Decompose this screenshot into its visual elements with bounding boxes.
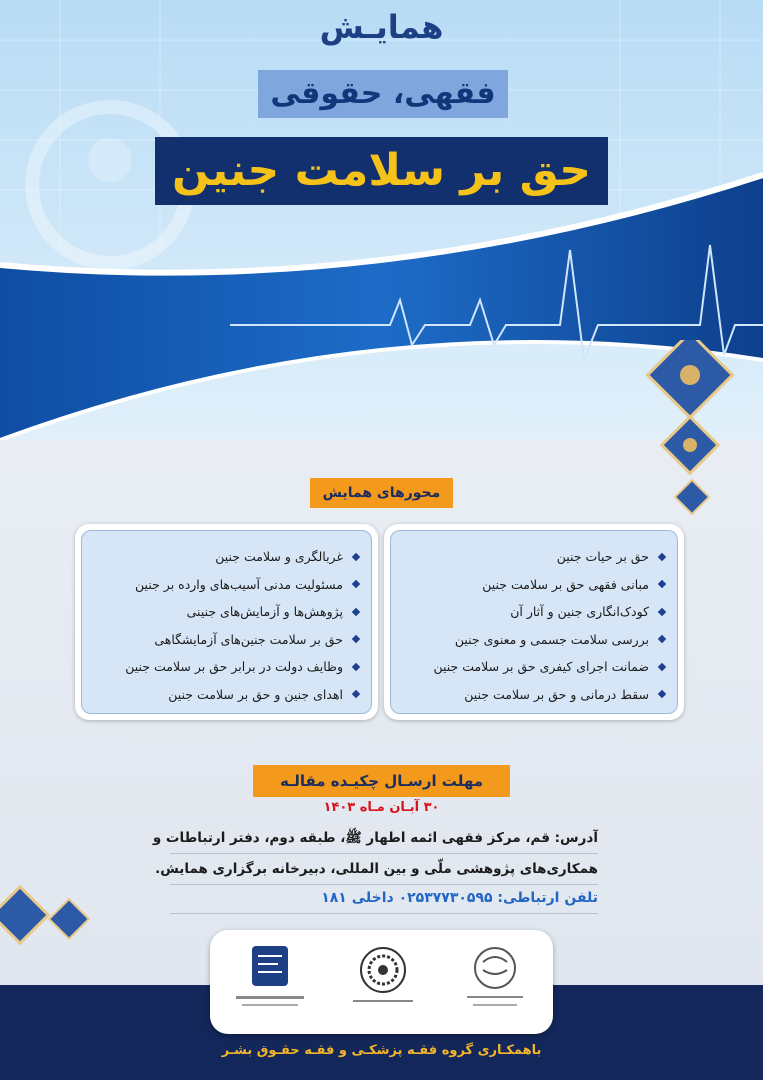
topic-item: پژوهش‌ها و آزمایش‌های جنینی — [90, 598, 359, 626]
title-line-2: فقهی، حقوقی — [258, 70, 508, 118]
address-line-2: همکاری‌های پژوهشی ملّی و بین المللی، دبیرخانه برگزاری همایش. — [170, 854, 598, 885]
topic-item: اهدای جنین و حق بر سلامت جنین — [90, 681, 359, 709]
topics-list-right — [390, 530, 678, 714]
diamond-bullet-icon — [352, 663, 360, 671]
topic-item: ضمانت اجرای کیفری حق بر سلامت جنین — [399, 653, 665, 681]
topic-item: کودک‌انگاری جنین و آثار آن — [399, 598, 665, 626]
diamond-bullet-icon — [658, 663, 666, 671]
address-block — [152, 823, 598, 885]
diamond-bullet-icon — [352, 608, 360, 616]
footer-collaboration-text: باهمکـاری گروه فقـه پزشکـی و فقـه حقـوق بشـر — [221, 1043, 542, 1058]
deadline-date: ۳۰ آبـان مـاه ۱۴۰۳ — [323, 800, 440, 815]
decorative-tiles-left — [0, 880, 100, 970]
ethics-center-logo — [343, 942, 423, 1022]
diamond-bullet-icon — [352, 553, 360, 561]
fiqh-research-logo — [230, 942, 310, 1022]
diamond-bullet-icon — [352, 580, 360, 588]
deadline-label: مهلت ارسـال چکیـده مقالـه — [253, 765, 510, 797]
diamond-bullet-icon — [658, 608, 666, 616]
topics-box-left — [75, 524, 378, 720]
topic-item: مسئولیت مدنی آسیب‌های وارده بر جنین — [90, 571, 359, 599]
topic-item: سقط درمانی و حق بر سلامت جنین — [399, 681, 665, 709]
diamond-bullet-icon — [658, 553, 666, 561]
topic-item: حق بر حیات جنین — [399, 543, 665, 571]
topic-item: بررسی سلامت جسمی و معنوی جنین — [399, 626, 665, 654]
decorative-tiles-right — [630, 340, 740, 530]
diamond-bullet-icon — [352, 690, 360, 698]
diamond-bullet-icon — [658, 580, 666, 588]
diamond-bullet-icon — [658, 635, 666, 643]
partner-logos-card — [210, 930, 553, 1034]
axes-label: محورهای همایش — [310, 478, 453, 508]
topic-item: حق بر سلامت جنین‌های آزمایشگاهی — [90, 626, 359, 654]
main-title: حق بر سلامت جنین — [155, 137, 608, 205]
topics-box-right — [384, 524, 684, 720]
topic-item: وظایف دولت در برابر حق بر سلامت جنین — [90, 653, 359, 681]
topic-item: غربالگری و سلامت جنین — [90, 543, 359, 571]
imams-fiqh-center-logo — [455, 942, 535, 1022]
topic-item: مبانی فقهی حق بر سلامت جنین — [399, 571, 665, 599]
diamond-bullet-icon — [352, 635, 360, 643]
title-line-1: همایـش — [319, 8, 444, 46]
diamond-bullet-icon — [658, 690, 666, 698]
phone-number: تلفن ارتباطی: ۰۲۵۳۷۷۳۰۵۹۵ داخلی ۱۸۱ — [170, 883, 598, 914]
address-line-1: آدرس: قم، مرکز فقهی ائمه اطهار ﷺ، طبقه دوم، دفتر ارتباطات و — [170, 823, 598, 854]
topics-list-left — [81, 530, 372, 714]
